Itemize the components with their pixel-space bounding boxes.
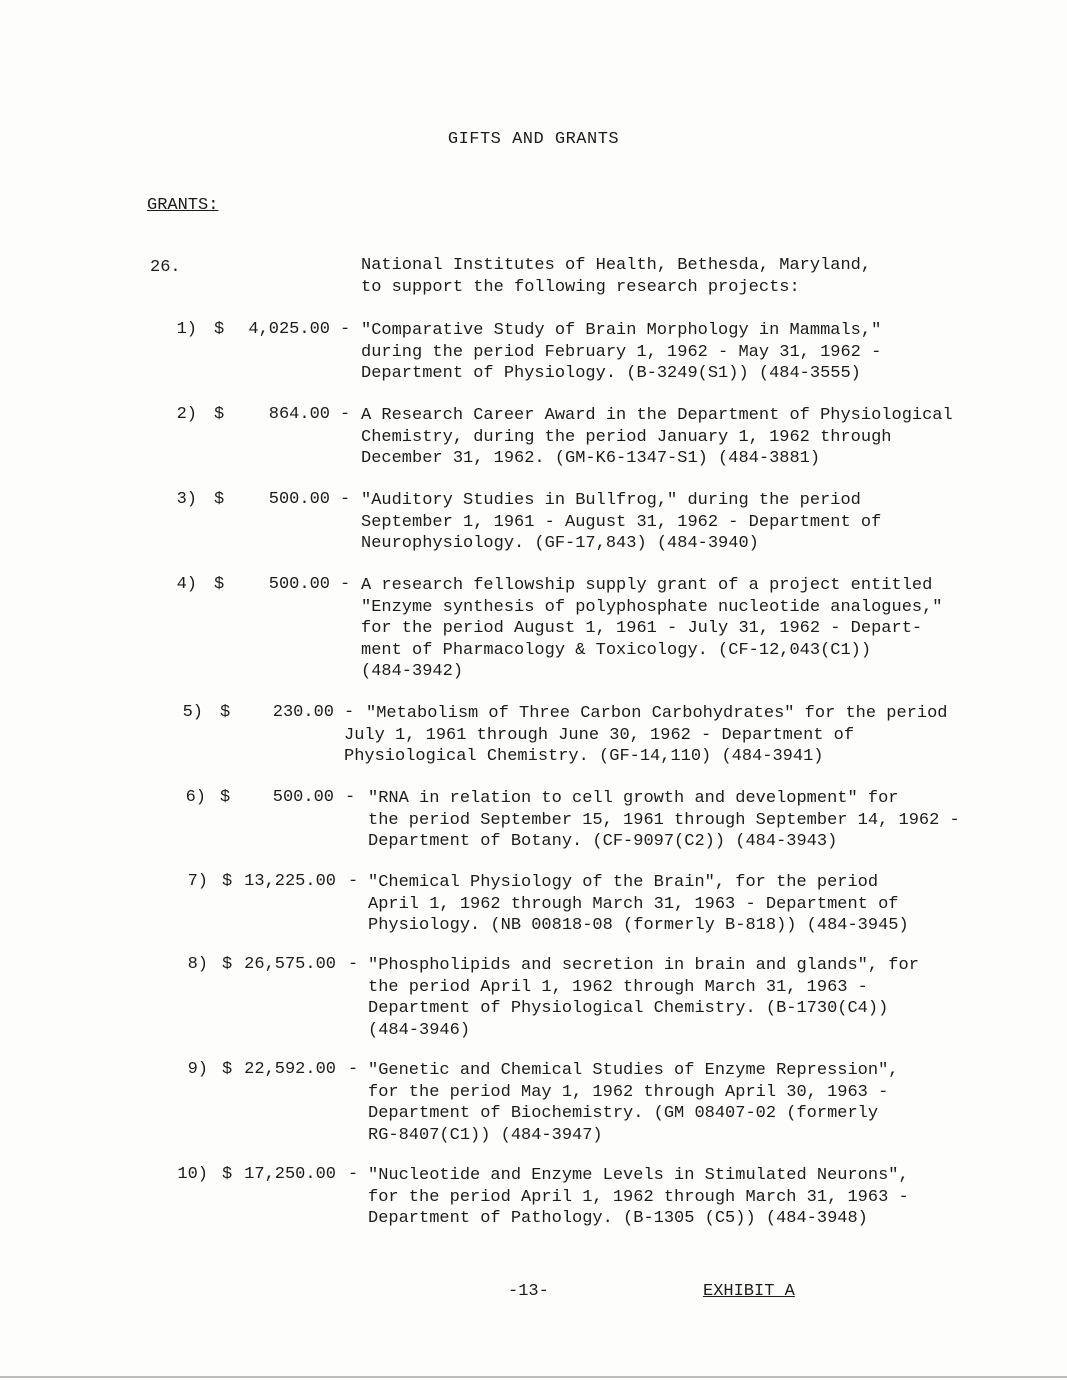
grant-description: A research fellowship supply grant of a project entitled "Enzyme synthesis of polyphosphate nucleotide analogues," for the period August 1, 1961 - July 31, 1962 - Depart- ment of Pharmacology & Toxicology. (CF-12,043(C1)) (484-3942) xyxy=(361,576,943,681)
page-title: GIFTS AND GRANTS xyxy=(447,130,620,149)
currency-symbol: $ xyxy=(214,575,225,594)
grant-description: "Nucleotide and Enzyme Levels in Stimulated Neurons", for the period April 1, 1962 through March 31, 1963 - Department of Pathology. (B-1305 (C5)) (484-3948) xyxy=(368,1166,909,1228)
grant-amount: 26,575.00 xyxy=(244,955,336,974)
grant-number: 4) xyxy=(176,575,197,594)
currency-symbol: $ xyxy=(214,405,225,424)
grant-description: "RNA in relation to cell growth and development" for the period September 15, 1961 through September 14, 1962 - Department of Botany. (CF-9097(C2)) (484-3943) xyxy=(368,789,960,851)
currency-symbol: $ xyxy=(214,490,225,509)
grant-number: 6) xyxy=(185,788,206,807)
grant-amount: 4,025.00 xyxy=(248,320,330,339)
separator-dash: - xyxy=(340,405,351,424)
grant-description: "Phospholipids and secretion in brain and glands", for the period April 1, 1962 through March 31, 1963 - Department of Physiological Chemistry. (B-1730(C4)) (484-3946) xyxy=(368,956,919,1040)
exhibit-label: EXHIBIT A xyxy=(703,1282,795,1301)
separator-dash: - xyxy=(348,1165,359,1184)
entry-intro: National Institutes of Health, Bethesda, Maryland, to support the following research projects: xyxy=(361,256,872,297)
currency-symbol: $ xyxy=(214,320,225,339)
currency-symbol: $ xyxy=(222,955,233,974)
grant-amount: 17,250.00 xyxy=(244,1165,336,1184)
grant-amount: 13,225.00 xyxy=(244,872,336,891)
entry-number: 26. xyxy=(150,258,181,277)
grant-amount: 500.00 xyxy=(268,575,330,594)
grant-amount: 230.00 xyxy=(272,703,334,722)
separator-dash: - xyxy=(345,788,356,807)
grant-description: "Chemical Physiology of the Brain", for the period April 1, 1962 through March 31, 1963 - Department of Physiology. (NB 00818-08 (formerly B-818)) (484-3945) xyxy=(368,873,909,935)
grant-description: "Genetic and Chemical Studies of Enzyme Repression", for the period May 1, 1962 through April 30, 1963 - Department of Biochemistry. (GM 08407-02 (formerly RG-8407(C1)) (484-3947) xyxy=(368,1061,899,1145)
grant-amount: 500.00 xyxy=(272,788,334,807)
grant-amount: 500.00 xyxy=(268,490,330,509)
grant-description: "Auditory Studies in Bullfrog," during the period September 1, 1961 - August 31, 1962 - Department of Neurophysiology. (GF-17,843) (484-3940) xyxy=(361,491,882,553)
separator-dash: - xyxy=(340,320,351,339)
grant-number: 8) xyxy=(187,955,208,974)
grant-number: 2) xyxy=(176,405,197,424)
grant-number: 7) xyxy=(187,872,208,891)
grant-number: 3) xyxy=(176,490,197,509)
currency-symbol: $ xyxy=(220,703,231,722)
separator-dash: - xyxy=(344,703,355,722)
separator-dash: - xyxy=(348,955,359,974)
grant-number: 5) xyxy=(182,703,203,722)
grant-amount: 864.00 xyxy=(268,405,330,424)
grant-number: 10) xyxy=(177,1165,208,1184)
separator-dash: - xyxy=(348,872,359,891)
grant-description: "Metabolism of Three Carbon Carbohydrates" for the period July 1, 1961 through June 30, 1962 - Department of Physiological Chemistry. (GF-14,110) (484-3941) xyxy=(344,704,948,766)
grant-number: 9) xyxy=(187,1060,208,1079)
separator-dash: - xyxy=(340,575,351,594)
grant-description: A Research Career Award in the Department of Physiological Chemistry, during the period January 1, 1962 through December 31, 1962. (GM-K6-1347-S1) (484-3881) xyxy=(361,406,953,468)
currency-symbol: $ xyxy=(220,788,231,807)
grant-number: 1) xyxy=(176,320,197,339)
currency-symbol: $ xyxy=(222,1060,233,1079)
separator-dash: - xyxy=(348,1060,359,1079)
page-number: -13- xyxy=(508,1282,549,1301)
grant-description: "Comparative Study of Brain Morphology in Mammals," during the period February 1, 1962 - May 31, 1962 - Department of Physiology. (B-3249(S1)) (484-3555) xyxy=(361,321,882,383)
section-heading: GRANTS: xyxy=(147,196,219,215)
separator-dash: - xyxy=(340,490,351,509)
scan-edge-divider xyxy=(0,1376,1067,1378)
grant-amount: 22,592.00 xyxy=(244,1060,336,1079)
currency-symbol: $ xyxy=(222,1165,233,1184)
currency-symbol: $ xyxy=(222,872,233,891)
